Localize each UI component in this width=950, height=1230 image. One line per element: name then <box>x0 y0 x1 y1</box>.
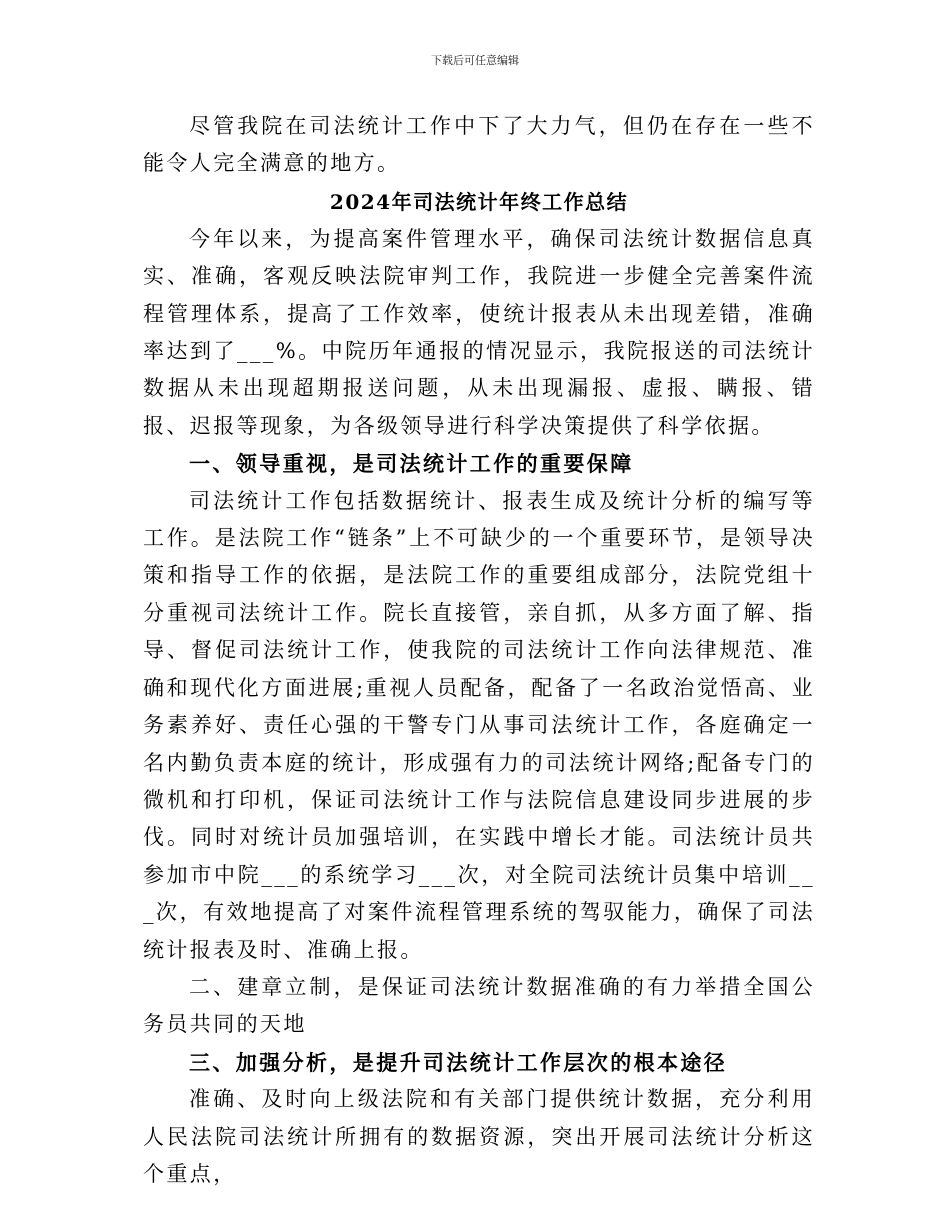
paragraph-summary: 今年以来，为提高案件管理水平，确保司法统计数据信息真实、准确，客观反映法院审判工作，我院进一步健全完善案件流程管理体系，提高了工作效率，使统计报表从未出现差错，准确率达到了___%。中院历年通报的情况显示，我院报送的司法统计数据从未出现超期报送问题，从未出现漏报、虚报、瞒报、错报、迟报等现象，为各级领导进行科学决策提供了科学依据。 <box>143 226 815 438</box>
page-header: 下载后可任意编辑 <box>431 54 519 67</box>
intro-paragraph: 尽管我院在司法统计工作中下了大力气，但仍在存在一些不能令人完全满意的地方。 <box>143 114 815 176</box>
section-heading-1: 一、领导重视，是司法统计工作的重要保障 <box>189 451 634 477</box>
paragraph-analysis: 准确、及时向上级法院和有关部门提供统计数据，充分利用人民法院司法统计所拥有的数据资源，突出开展司法统计分析这个重点， <box>143 1087 815 1186</box>
paragraph-leadership: 司法统计工作包括数据统计、报表生成及统计分析的编写等工作。是法院工作“链条”上不可缺少的一个重要环节，是领导决策和指导工作的依据，是法院工作的重要组成部分，法院党组十分重视司法统计工作。院长直接管，亲自抓，从多方面了解、指导、督促司法统计工作，使我院的司法统计工作向法律规范、准确和现代化方面进展;重视人员配备，配备了一名政治觉悟高、业务素养好、责任心强的干警专门从事司法统计工作，各庭确定一名内勤负责本庭的统计，形成强有力的司法统计网络;配备专门的微机和打印机，保证司法统计工作与法院信息建设同步进展的步伐。同时对统计员加强培训，在实践中增长才能。司法统计员共参加市中院___的系统学习___次，对全院司法统计员集中培训___次，有效地提高了对案件流程管理系统的驾驭能力，确保了司法统计报表及时、准确上报。 <box>143 488 815 962</box>
section-heading-2: 二、建章立制，是保证司法统计数据准确的有力举措全国公务员共同的天地 <box>143 974 815 1037</box>
document-body <box>143 108 815 1193</box>
section-heading-3: 三、加强分析，是提升司法统计工作层次的根本途径 <box>189 1049 728 1075</box>
document-title: 2024年司法统计年终工作总结 <box>329 189 629 214</box>
